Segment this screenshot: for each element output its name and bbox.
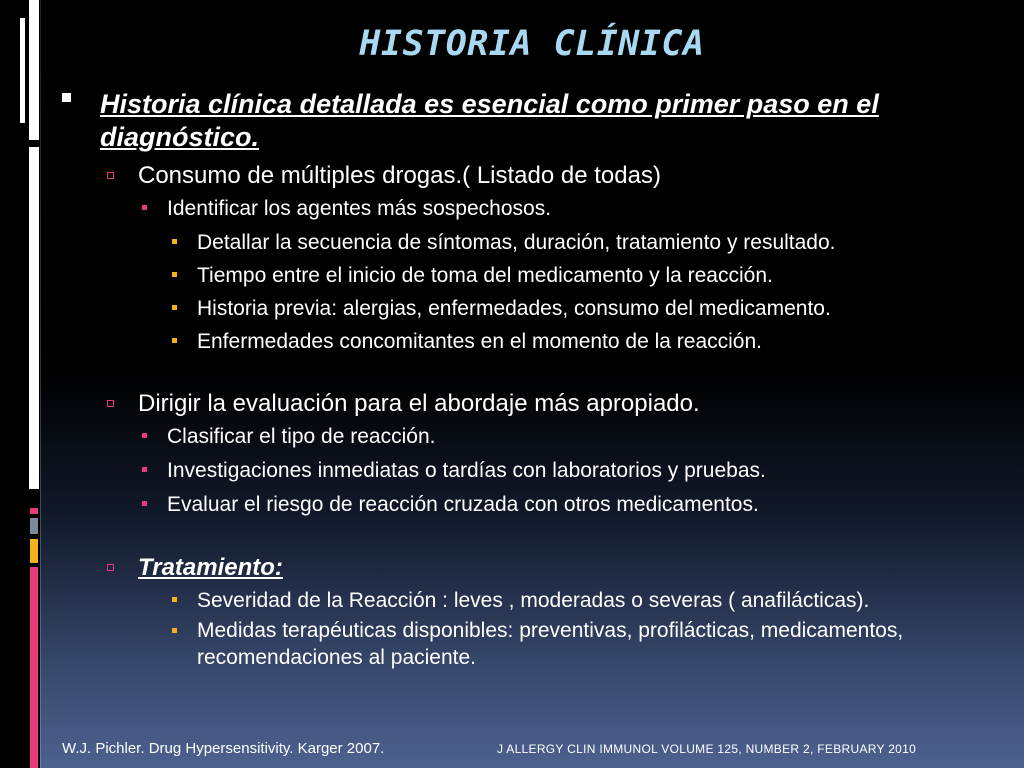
footer-citation-left: W.J. Pichler. Drug Hypersensitivity. Karger 2007. bbox=[62, 740, 385, 757]
list-item: Historia previa: alergias, enfermedades, consumo del medicamento. bbox=[62, 292, 1012, 325]
list-item: Investigaciones inmediatas o tardías con laboratorios y pruebas. bbox=[62, 454, 1012, 488]
list-item: Medidas terapéuticas disponibles: preventivas, profilácticas, medicamentos, recomendaciones al paciente. bbox=[62, 617, 957, 671]
square-bullet-icon bbox=[62, 93, 71, 102]
deco-bar-pink-2 bbox=[30, 567, 38, 768]
pink-square-bullet-icon bbox=[142, 501, 147, 506]
list-item: Detallar la secuencia de síntomas, duración, tratamiento y resultado. bbox=[62, 226, 1012, 259]
pink-square-bullet-icon bbox=[142, 433, 147, 438]
list-item: Severidad de la Reacción : leves , moderadas o severas ( anafilácticas). bbox=[62, 584, 1012, 617]
gold-square-bullet-icon bbox=[172, 305, 177, 310]
main-point-text: Historia clínica detallada es esencial como primer paso en el diagnóstico. bbox=[100, 89, 879, 152]
main-point bbox=[62, 88, 1012, 154]
list-item: Enfermedades concomitantes en el momento de la reacción. bbox=[62, 325, 1012, 358]
list-item: Tiempo entre el inicio de toma del medicamento y la reacción. bbox=[62, 259, 1012, 292]
section1-sub: Identificar los agentes más sospechosos. bbox=[62, 192, 1012, 226]
slide-title: HISTORIA CLÍNICA bbox=[359, 24, 705, 64]
hollow-square-bullet-icon bbox=[107, 172, 114, 179]
slide-content bbox=[62, 88, 1012, 671]
gold-square-bullet-icon bbox=[172, 272, 177, 277]
list-item: Clasificar el tipo de reacción. bbox=[62, 420, 1012, 454]
edge-line bbox=[40, 0, 41, 768]
gold-square-bullet-icon bbox=[172, 338, 177, 343]
deco-bar-gold bbox=[30, 539, 38, 563]
list-item: Evaluar el riesgo de reacción cruzada con otros medicamentos. bbox=[62, 488, 1012, 522]
section1-heading: Consumo de múltiples drogas.( Listado de todas) bbox=[62, 160, 1012, 192]
hollow-square-bullet-icon bbox=[107, 564, 114, 571]
section3-heading: Tratamiento: bbox=[62, 552, 1012, 584]
footer-citation-right: J ALLERGY CLIN IMMUNOL VOLUME 125, NUMBER 2, FEBRUARY 2010 bbox=[497, 742, 917, 756]
pink-square-bullet-icon bbox=[142, 205, 147, 210]
deco-bar-white-1 bbox=[20, 18, 25, 123]
pink-square-bullet-icon bbox=[142, 467, 147, 472]
hollow-square-bullet-icon bbox=[107, 400, 114, 407]
spacer bbox=[62, 522, 1012, 552]
deco-bar-gray bbox=[30, 518, 38, 534]
gold-square-bullet-icon bbox=[172, 239, 177, 244]
deco-bar-white-top bbox=[29, 0, 39, 140]
gold-square-bullet-icon bbox=[172, 628, 177, 633]
spacer bbox=[62, 358, 1012, 388]
deco-bar-pink-1 bbox=[30, 508, 38, 514]
deco-bar-white-2 bbox=[29, 147, 39, 489]
gold-square-bullet-icon bbox=[172, 597, 177, 602]
section2-heading: Dirigir la evaluación para el abordaje más apropiado. bbox=[62, 388, 1012, 420]
